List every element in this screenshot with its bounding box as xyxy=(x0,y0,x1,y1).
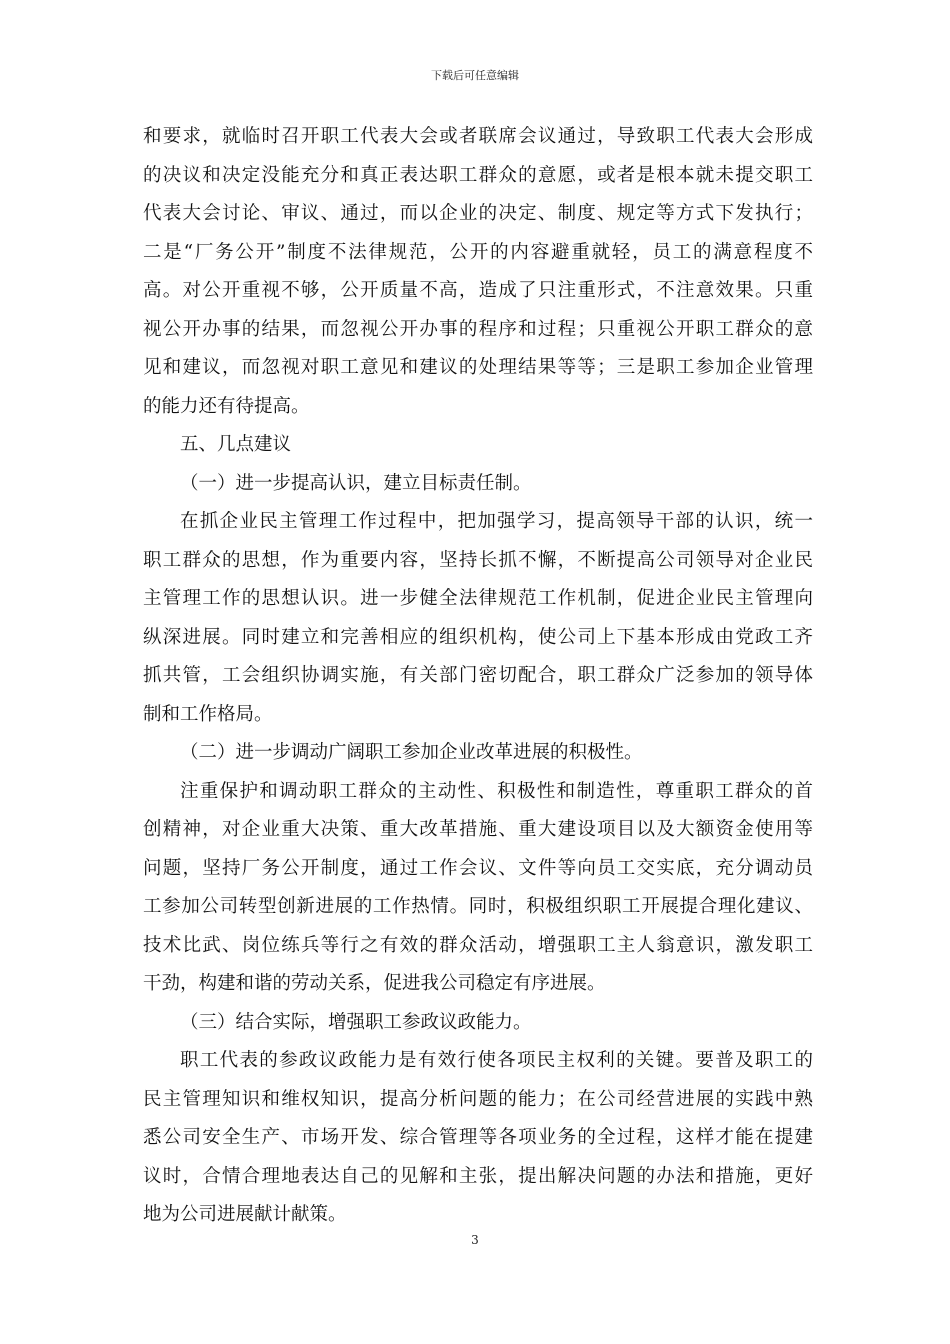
text-line: （二）进一步调动广阔职工参加企业改革进展的积极性。 xyxy=(180,742,643,763)
text-line: 抓共管，工会组织协调实施，有关部门密切配合，职工群众广泛参加的领导体 xyxy=(143,665,813,686)
document-body xyxy=(143,118,813,1235)
text-line: 在抓企业民主管理工作过程中，把加强学习，提高领导干部的认识，统一 xyxy=(180,511,813,532)
page-number: 3 xyxy=(471,1233,479,1247)
text-line: 主管理工作的思想认识。进一步健全法律规范工作机制，促进企业民主管理向 xyxy=(143,588,813,609)
text-line: 职工代表的参政议政能力是有效行使各项民主权利的关键。要普及职工的 xyxy=(180,1050,813,1071)
text-line: 的能力还有待提高。 xyxy=(143,395,310,417)
text-line: 民主管理知识和维权知识，提高分析问题的能力；在公司经营进展的实践中熟 xyxy=(143,1088,813,1110)
text-line: 二是“厂务公开”制度不法律规范，公开的内容避重就轻，员工的满意程度不 xyxy=(143,241,813,263)
text-line: 技术比武、岗位练兵等行之有效的群众活动，增强职工主人翁意识，激发职工 xyxy=(143,934,813,956)
text-line: 地为公司进展献计献策。 xyxy=(143,1204,347,1225)
text-line: 见和建议，而忽视对职工意见和建议的处理结果等等；三是职工参加企业管理 xyxy=(143,357,813,378)
text-line: 干劲，构建和谐的劳动关系，促进我公司稳定有序进展。 xyxy=(143,973,606,994)
text-line: 工参加公司转型创新进展的工作热情。同时，积极组织职工开展提合理化建议、 xyxy=(143,896,813,917)
text-line: 创精神，对企业重大决策、重大改革措施、重大建设项目以及大额资金使用等 xyxy=(143,819,813,840)
text-line: 问题，坚持厂务公开制度，通过工作会议、文件等向员工交实底，充分调动员 xyxy=(143,857,813,879)
text-line: 纵深进展。同时建立和完善相应的组织机构，使公司上下基本形成由党政工齐 xyxy=(143,626,813,648)
text-line: 和要求，就临时召开职工代表大会或者联席会议通过，导致职工代表大会形成 xyxy=(143,126,813,147)
text-line: （一）进一步提高认识，建立目标责任制。 xyxy=(180,472,532,494)
text-line: 职工群众的思想，作为重要内容，坚持长抓不懈，不断提高公司领导对企业民 xyxy=(143,549,813,571)
text-line: 五、几点建议 xyxy=(180,434,292,455)
text-line: 注重保护和调动职工群众的主动性、积极性和制造性，尊重职工群众的首 xyxy=(180,780,813,802)
text-line: （三）结合实际，增强职工参政议政能力。 xyxy=(180,1011,532,1033)
text-line: 高。对公开重视不够，公开质量不高，造成了只注重形式，不注意效果。只重 xyxy=(143,280,813,301)
text-line: 悉公司安全生产、市场开发、综合管理等各项业务的全过程，这样才能在提建 xyxy=(143,1127,813,1148)
text-line: 议时，合情合理地表达自己的见解和主张，提出解决问题的办法和措施，更好 xyxy=(143,1165,813,1187)
text-line: 视公开办事的结果，而忽视公开办事的程序和过程；只重视公开职工群众的意 xyxy=(143,318,813,340)
text-line: 制和工作格局。 xyxy=(143,703,273,725)
page-header: 下载后可任意编辑 xyxy=(431,69,519,82)
text-line: 代表大会讨论、审议、通过，而以企业的决定、制度、规定等方式下发执行； xyxy=(143,203,813,224)
text-line: 的决议和决定没能充分和真正表达职工群众的意愿，或者是根本就未提交职工 xyxy=(143,164,813,186)
